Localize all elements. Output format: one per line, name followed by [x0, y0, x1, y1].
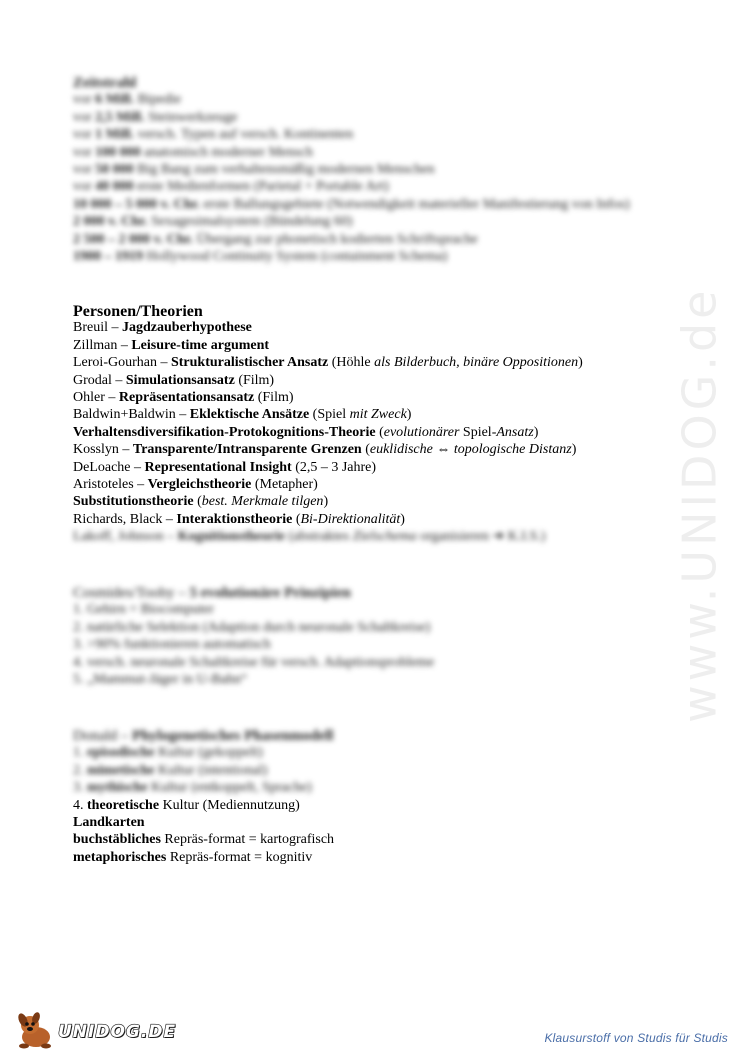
theories-section [73, 302, 673, 545]
timeline-item: vor 2,5 Mill. Steinwerkzeuge [73, 109, 238, 125]
timeline-item: vor 40 000 erste Medienformen (Parietal + Portable Art) [73, 179, 389, 195]
timeline-item: 10 000 – 5 000 v. Chr. erste Ballungsgebiete (Notwendigkeit materieller Manifestierung von Infos) [73, 196, 630, 212]
theory-item: Verhaltensdiversifikation-Protokognitions-Theorie (evolutionärer Spiel-Ansatz) [73, 424, 539, 440]
principle-item: 2. natürliche Selektion (Adaption durch neuronale Schaltkreise) [73, 619, 431, 635]
theories-list [73, 319, 673, 545]
timeline-item: vor 100 000 anatomisch moderner Mensch [73, 144, 313, 160]
donald-heading: Donald – Phylogenetisches Phasenmodell [73, 728, 334, 744]
map-format-item: buchstäbliches Repräs-format = kartografisch [73, 832, 335, 848]
phase-item: 3. mythische Kultur (entkoppelt, Sprache) [73, 780, 312, 796]
unidog-logo[interactable] [14, 1010, 214, 1050]
dog-mascot-icon [14, 1010, 62, 1050]
theory-item: Grodal – Simulationsansatz (Film) [73, 372, 275, 388]
maps-list [73, 831, 673, 866]
donald-list [73, 744, 673, 814]
principle-item: 4. versch. neuronale Schaltkreise für versch. Adaptionsprobleme [73, 654, 435, 670]
theory-item: Lakoff, Johnson – Kognitionstheorie (abstraktes Zielschema organisieren ➜ K.I.S.) [73, 529, 546, 545]
timeline-heading: Zeitstrahl [73, 75, 137, 91]
theory-item: Zillman – Leisure-time argument [73, 337, 270, 353]
theory-item: Ohler – Repräsentationsansatz (Film) [73, 389, 294, 405]
cosmides-list [73, 601, 673, 688]
phase-item: 1. episodische Kultur (gekoppelt) [73, 745, 263, 761]
theory-item: Richards, Black – Interaktionstheorie (Bi-Direktionalität) [73, 511, 405, 527]
map-format-item: metaphorisches Repräs-format = kognitiv [73, 849, 313, 865]
theory-item: DeLoache – Representational Insight (2,5 – 3 Jahre) [73, 459, 377, 475]
logo-text: UNIDOG.DE [58, 1022, 177, 1042]
timeline-item: 1900 – 1919 Hollywood Continuity System (containment Schema) [73, 248, 448, 264]
timeline-item: 2 500 – 2 000 v. Chr. Übergang zur phonetisch kodierten Schriftsprache [73, 231, 478, 247]
theory-item: Leroi-Gourhan – Strukturalistischer Ansatz (Höhle als Bilderbuch, binäre Oppositionen) [73, 355, 583, 371]
maps-subheading: Landkarten [73, 814, 145, 830]
timeline-item: 2 000 v. Chr. Sexagesimalsystem (Bündelung 60) [73, 214, 353, 230]
theory-item: Aristoteles – Vergleichstheorie (Metapher) [73, 476, 318, 492]
watermark-text: www.UNIDOG.de [672, 286, 727, 724]
theory-item: Baldwin+Baldwin – Eklektische Ansätze (Spiel mit Zweck) [73, 407, 412, 423]
donald-section [73, 727, 673, 866]
footer-tagline: Klausurstoff von Studis für Studis [544, 1031, 728, 1045]
phase-item: 2. mimetische Kultur (intentional) [73, 762, 268, 778]
theory-item: Substitutionstheorie (best. Merkmale tilgen) [73, 494, 329, 510]
timeline-list [73, 91, 673, 265]
phase-item: 4. theoretische Kultur (Mediennutzung) [73, 797, 300, 813]
theory-item: Kosslyn – Transparente/Intransparente Grenzen (euklidische ⇔ topologische Distanz) [73, 442, 577, 458]
timeline-item: vor 50 000 Big Bang zum verhaltensmäßig modernen Menschen [73, 161, 435, 177]
cosmides-section [73, 584, 673, 688]
timeline-item: vor 6 Mill. Bipedie [73, 92, 182, 108]
cosmides-heading: Cosmides/Tooby – 5 evolutionäre Prinzipien [73, 585, 351, 601]
principle-item: 5. „Mammut-Jäger in U-Bahn“ [73, 671, 248, 687]
theories-heading: Personen/Theorien [73, 303, 203, 320]
principle-item: 1. Gehirn = Biocomputer [73, 602, 214, 618]
timeline-section [73, 74, 673, 265]
theory-item: Breuil – Jagdzauberhypothese [73, 320, 252, 336]
timeline-item: vor 1 Mill. versch. Typen auf versch. Kontinenten [73, 127, 354, 143]
principle-item: 3. >90% funktionieren automatisch [73, 637, 271, 653]
